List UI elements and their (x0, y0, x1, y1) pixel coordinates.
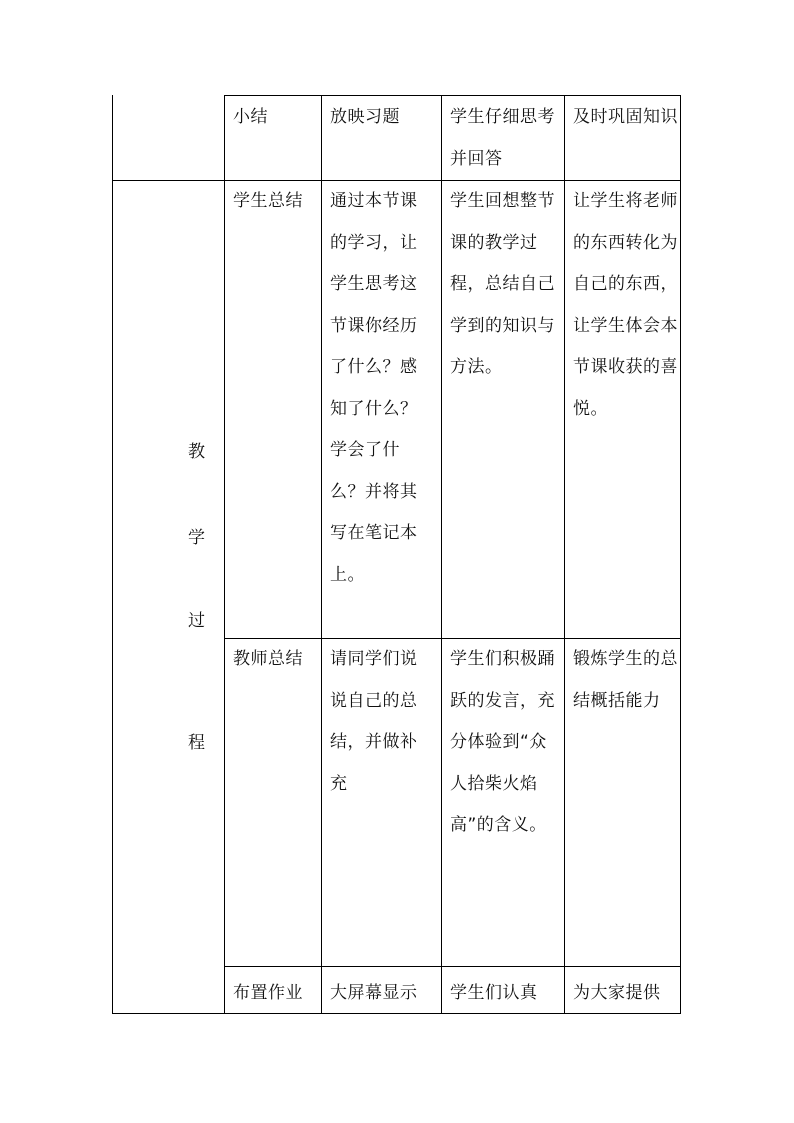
teacher-activity-cell: 大屏幕显示 (330, 983, 418, 1003)
table-col-divider-3 (441, 95, 442, 1014)
student-activity-cell: 学生们积极踊跃的发言，充分体验到“众人拾柴火焰高”的含义。 (450, 649, 555, 835)
table-col-divider-1 (224, 95, 225, 1014)
side-label-char: 程 (188, 733, 205, 753)
purpose-cell: 为大家提供 (573, 983, 661, 1003)
stage-cell: 小结 (233, 107, 268, 127)
side-label-char: 教 (188, 442, 205, 462)
table-border-row3-bottom (224, 966, 681, 967)
stage-cell: 布置作业 (233, 983, 303, 1003)
table-border-top-row1 (224, 95, 681, 96)
student-activity-cell: 学生回想整节课的教学过程，总结自己学到的知识与方法。 (450, 191, 555, 377)
teacher-activity-cell: 通过本节课的学习，让学生思考这节课你经历了什么？感知了什么？学会了什么？并将其写在笔记本上。 (330, 191, 418, 585)
stage-cell: 教师总结 (233, 649, 303, 669)
purpose-cell: 让学生将老师的东西转化为自己的东西，让学生体会本节课收获的喜悦。 (573, 191, 678, 419)
table-border-right (680, 95, 681, 1014)
side-label-char: 学 (188, 528, 205, 548)
student-activity-cell: 学生们认真 (450, 983, 538, 1003)
table-col-divider-4 (564, 95, 565, 1014)
table-col-divider-2 (321, 95, 322, 1014)
purpose-cell: 锻炼学生的总结概括能力 (573, 649, 678, 711)
side-label-char: 过 (188, 611, 205, 631)
table-border-left (112, 95, 113, 1014)
teacher-activity-cell: 请同学们说说自己的总结，并做补充 (330, 649, 418, 794)
stage-cell: 学生总结 (233, 191, 303, 211)
teacher-activity-cell: 放映习题 (330, 107, 400, 127)
student-activity-cell: 学生仔细思考并回答 (450, 107, 555, 169)
purpose-cell: 及时巩固知识 (573, 107, 678, 127)
